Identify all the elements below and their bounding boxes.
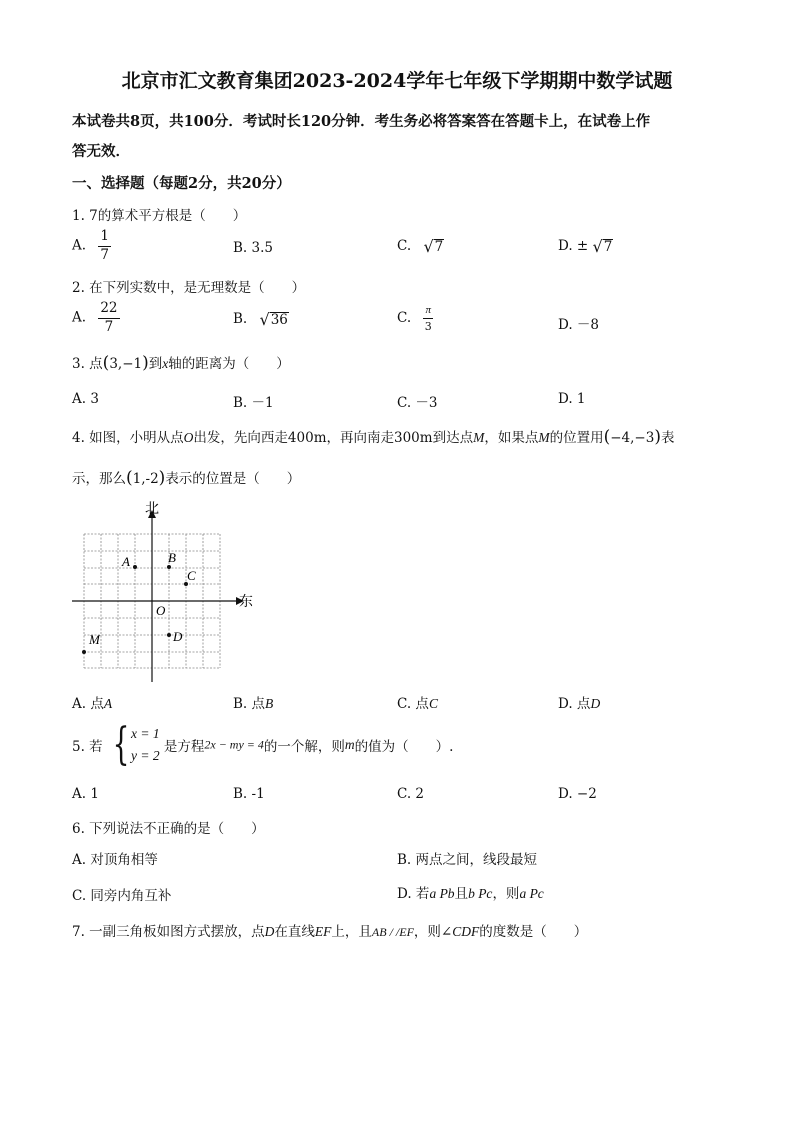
q7-mid3: ，则∠ — [413, 924, 453, 940]
section-heading: 一、选择题（每题2分，共20分） — [72, 175, 291, 192]
q3-post2: 轴的距离为（ ） — [168, 356, 290, 372]
q5-option-d[interactable]: D. −2 — [558, 786, 597, 802]
label-c: C — [187, 568, 196, 583]
q6-d-pre: D. 若 — [397, 886, 430, 902]
q7-post: 的度数是（ ） — [479, 924, 588, 940]
intro-line-2: 答无效． — [72, 143, 130, 160]
q1-c-label: C. — [397, 238, 412, 254]
q4-option-d[interactable] — [558, 692, 600, 712]
q6-d-mid: 且 — [454, 886, 469, 902]
q4-d-pre: D. 点 — [558, 696, 591, 712]
q3-option-b[interactable]: B. －1 — [233, 395, 274, 411]
q5-pre: 5. 若 — [72, 739, 103, 755]
q4-text-e: ，如果点 — [484, 430, 539, 446]
q7-mid: 在直线 — [274, 924, 315, 940]
question-1: 1. 7的算术平方根是（ ） — [72, 208, 247, 224]
q2-a-label: A. — [72, 309, 87, 326]
q2-c-den: 3 — [424, 320, 432, 333]
q5-equation: 2x − my = 4 — [204, 737, 264, 752]
point-b — [167, 565, 171, 569]
question-2: 2. 在下列实数中，是无理数是（ ） — [72, 280, 306, 296]
q4-text-f: 的位置用 — [549, 430, 604, 446]
q5-system — [107, 719, 160, 770]
q4-option-b[interactable] — [233, 692, 273, 712]
q4-b-pre: B. 点 — [233, 696, 266, 712]
q1-d-sqrt: √ 7 — [592, 236, 613, 256]
q2-option-c[interactable] — [397, 305, 433, 332]
q3-option-a[interactable]: A. 3 — [72, 391, 99, 407]
q4-m: M — [473, 430, 485, 445]
q2-a-den: 7 — [104, 318, 114, 335]
q1-a-num: 1 — [98, 230, 111, 247]
q1-c-radicand: 7 — [434, 238, 444, 255]
q2-b-sqrt: √ 36 — [259, 309, 288, 329]
q6-d-1: a Pb — [429, 886, 455, 901]
intro-line-1: 本试卷共8页，共100分．考试时长120分钟．考生务必将答案答在答题卡上，在试卷上作 — [72, 113, 651, 130]
east-label: 东 — [239, 594, 253, 610]
label-b: B — [168, 550, 176, 565]
q2-a-fraction — [98, 302, 119, 334]
q1-option-c[interactable] — [397, 238, 444, 255]
q3-post: 到 — [148, 356, 163, 372]
q2-option-a[interactable] — [72, 302, 120, 334]
q4-c-val: C — [428, 696, 438, 711]
question-7 — [72, 920, 587, 940]
q5-mid2: 的一个解，则 — [263, 739, 345, 755]
q4-text-b: 出发，先向西走 — [193, 430, 288, 446]
q6-d-3: a Pc — [519, 886, 544, 901]
q4-text-h: 示，那么 — [72, 471, 126, 487]
label-a: A — [122, 554, 130, 569]
q1-d-label: D. ± — [558, 238, 589, 254]
q7-parallel: AB / /EF — [371, 925, 414, 939]
q4-grid-figure — [64, 496, 264, 686]
q3-option-c[interactable]: C. －3 — [397, 395, 438, 411]
q2-c-fraction — [423, 305, 433, 332]
q6-option-d[interactable] — [397, 882, 544, 902]
q1-a-den: 7 — [100, 246, 109, 263]
question-6: 6. 下列说法不正确的是（ ） — [72, 821, 265, 837]
q4-a-val: A — [103, 696, 113, 711]
q4-m-2: M — [538, 430, 550, 445]
q4-o: O — [183, 430, 194, 445]
q2-option-b[interactable] — [233, 311, 289, 328]
q4-option-c[interactable] — [397, 692, 438, 712]
q4-b-val: B — [265, 696, 274, 711]
point-d — [167, 633, 171, 637]
q4-a-pre: A. 点 — [72, 696, 104, 712]
q4-d-val: D — [590, 696, 601, 711]
q3-axis: x — [162, 356, 169, 371]
q5-option-b[interactable]: B. -1 — [233, 786, 265, 802]
q4-m-coord: −4,−3 — [610, 430, 655, 446]
point-a — [133, 565, 137, 569]
point-m — [82, 650, 86, 654]
north-label: 北 — [145, 501, 159, 517]
q4-dist-2: 300m — [394, 430, 433, 446]
q6-option-a[interactable]: A. 对顶角相等 — [72, 852, 158, 868]
q1-c-sqrt: √ 7 — [423, 236, 444, 256]
q5-option-c[interactable]: C. 2 — [397, 786, 425, 802]
label-o: O — [156, 603, 166, 618]
q4-text-a: 4. 如图，小明从点 — [72, 430, 184, 446]
q7-angle: CDF — [452, 924, 480, 939]
q4-text-c: ，再向南走 — [326, 430, 394, 446]
question-3: 3. 点(3,−1)到x轴的距离为（ ） — [72, 353, 290, 373]
q4-c-pre: C. 点 — [397, 696, 429, 712]
q1-option-a[interactable] — [72, 230, 111, 262]
q5-option-a[interactable]: A. 1 — [72, 786, 99, 802]
question-4-line-2: 示，那么(1,‑2)表示的位置是（ ） — [72, 468, 301, 488]
q4-text-g: 表 — [660, 430, 675, 446]
q7-ef: EF — [314, 924, 332, 939]
q5-m: m — [344, 737, 355, 752]
question-5 — [72, 719, 454, 770]
label-d: D — [173, 629, 183, 644]
q4-dist-1: 400m — [287, 430, 327, 446]
q7-d: D — [264, 924, 275, 939]
q4-text-i: 表示的位置是（ ） — [165, 471, 301, 487]
q2-c-label: C. — [397, 310, 412, 326]
q1-option-d[interactable] — [558, 238, 613, 255]
q5-brace: { — [112, 719, 130, 770]
question-4-line-1: 4. 如图，小明从点O出发，先向西走400m，再向南走300m到达点M，如果点M的位置用(−4,−3)表 — [72, 427, 675, 447]
q2-a-num: 22 — [98, 302, 119, 319]
q1-a-label: A. — [72, 237, 87, 254]
q7-mid2: 上，且 — [331, 924, 372, 940]
q3-pre: 3. 点 — [72, 356, 103, 372]
q1-a-fraction — [98, 230, 111, 262]
q5-eq1: x = 1 — [130, 726, 160, 742]
q4-text-d: 到达点 — [432, 430, 474, 446]
q1-d-radicand: 7 — [603, 238, 613, 255]
q2-c-num: π — [423, 305, 433, 319]
page-title: 北京市汇文教育集团2023-2024学年七年级下学期期中数学试题 — [121, 70, 673, 92]
q6-option-b[interactable]: B. 两点之间，线段最短 — [397, 852, 538, 868]
q2-option-d[interactable]: D. －8 — [558, 317, 600, 333]
q4-option-a[interactable] — [72, 692, 112, 712]
q1-option-b[interactable]: B. 3.5 — [233, 240, 273, 256]
label-m: M — [89, 632, 100, 647]
q2-b-radicand: 36 — [270, 311, 288, 328]
q3-point: 3,−1 — [109, 356, 143, 372]
q7-pre: 7. 一副三角板如图方式摆放，点 — [72, 924, 265, 940]
q5-mid: 是方程 — [163, 739, 205, 755]
q5-post: 的值为（ ）. — [354, 739, 454, 755]
q5-eq2: y = 2 — [130, 748, 160, 763]
q3-option-d[interactable]: D. 1 — [558, 391, 586, 407]
q6-option-c[interactable]: C. 同旁内角互补 — [72, 888, 172, 904]
q4-coord: 1,‑2 — [132, 471, 159, 487]
q2-b-label: B. — [233, 311, 248, 327]
q6-d-mid2: ，则 — [492, 886, 520, 902]
q6-d-2: b Pc — [468, 886, 493, 901]
